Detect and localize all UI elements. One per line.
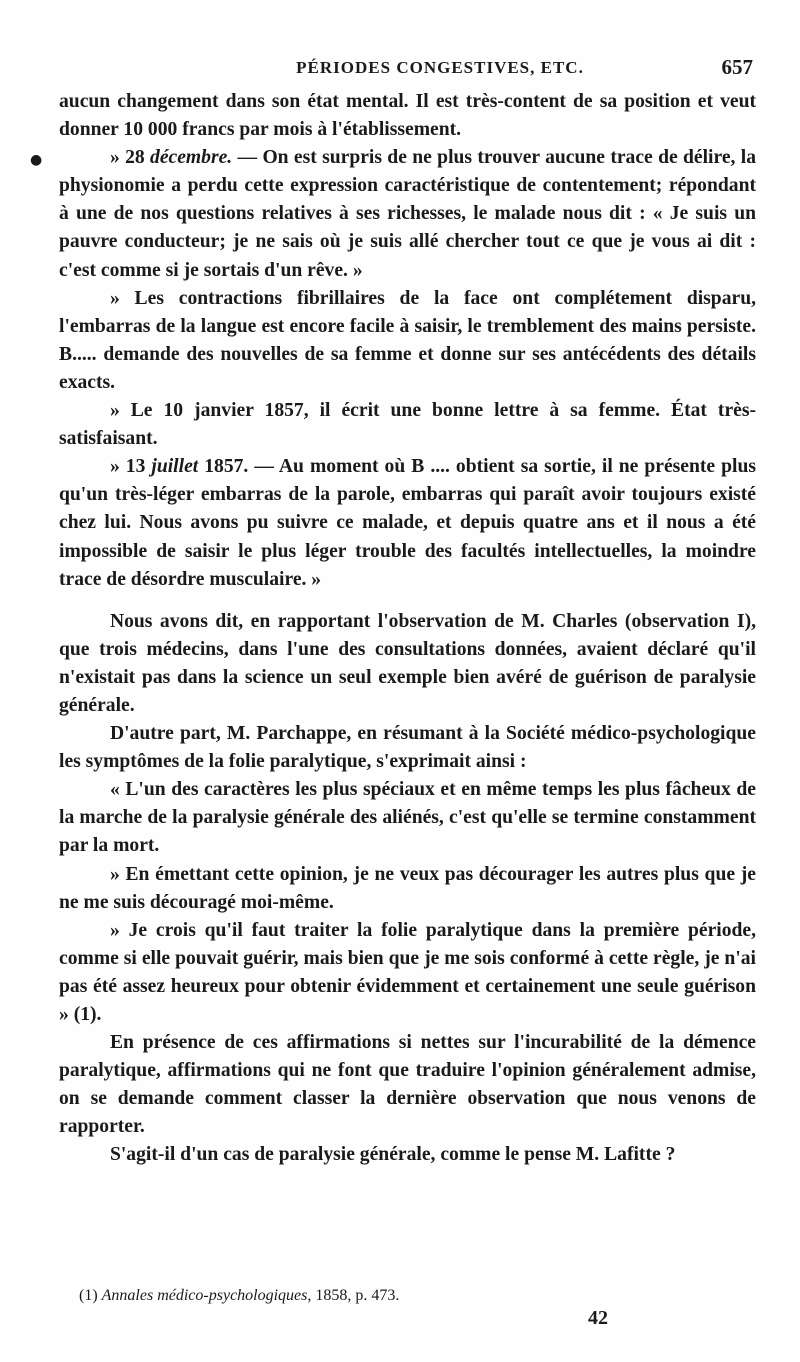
- paragraph: aucun changement dans son état mental. Il est très-content de sa position et veut donner 10 000 francs par mois à l'établissement.: [59, 91, 756, 141]
- paragraph: [59, 453, 756, 593]
- footnote-title: Annales médico-psychologiques: [101, 1287, 308, 1304]
- paragraph: D'autre part, M. Parchappe, en résumant à la Société médico-psychologique les symptômes de la folie paralytique, s'exprimait ainsi :: [59, 723, 756, 773]
- running-head: PÉRIODES CONGESTIVES, ETC.: [296, 58, 584, 77]
- paragraph: » Les contractions fibrillaires de la face ont complétement disparu, l'embarras de la langue est encore facile à saisir, le tremblement des mains persiste. B..... demande des nouvelles de sa femme et donne sur ses antécédents des détails exacts.: [59, 287, 756, 393]
- paragraph: S'agit-il d'un cas de paralysie générale, comme le pense M. Lafitte ?: [109, 1144, 676, 1166]
- paragraph: » Le 10 janvier 1857, il écrit une bonne lettre à sa femme. État très-satisfaisant.: [59, 400, 756, 450]
- footnote-marker: (1): [79, 1287, 102, 1304]
- paragraph: « L'un des caractères les plus spéciaux et en même temps les plus fâcheux de la marche de la paralysie générale des aliénés, c'est qu'elle se termine constamment par la mort.: [59, 779, 756, 857]
- paragraph: En présence de ces affirmations si nettes sur l'incurabilité de la démence paralytique, affirmations qui ne font que traduire l'opinion généralement admise, on se demande comment classer la dernière observation que nous venons de rapporter.: [59, 1032, 756, 1138]
- paragraph-date: décembre.: [150, 147, 233, 169]
- paragraph-rest: 1857. — Au moment où B .... obtient sa sortie, il ne présente plus qu'un très-léger embarras de la parole, embarras qui paraît avoir toujours existé chez lui. Nous avons pu suivre ce malade, et depuis quatre ans et il nous a été impossible de saisir le plus léger trouble des facultés intellectuelles, la moindre trace de désordre musculaire. »: [59, 456, 757, 590]
- signature-mark: 42: [588, 1307, 608, 1329]
- footnote: [79, 1285, 739, 1307]
- page-number: 657: [721, 55, 753, 79]
- paragraph: » Je crois qu'il faut traiter la folie paralytique dans la première période, comme si elle pouvait guérir, mais bien que je me sois conformé à cette règle, je n'ai pas été assez heureux pour obtenir évidemment et certainement une seule guérison » (1).: [59, 919, 756, 1025]
- margin-bullet-icon: ●: [30, 152, 43, 168]
- paragraph-lead: » 13: [109, 456, 152, 478]
- paragraph-lead: » 28: [109, 147, 151, 169]
- paragraph-rest: — On est surpris de ne plus trouver aucune trace de délire, la physionomie a perdu cette expression caractéristique de contentement; répondant à une de nos questions relatives à ses richesses, le malade nous dit : « Je suis un pauvre conducteur; je ne sais où je suis allé chercher tout ce que je vous ai dit : c'est comme si je sortais d'un rêve. »: [59, 147, 756, 281]
- body-text: [59, 88, 756, 1170]
- paragraph: » En émettant cette opinion, je ne veux pas décourager les autres plus que je ne me suis découragé moi-même.: [59, 863, 756, 913]
- paragraph: [59, 144, 756, 284]
- paragraph-date: juillet: [151, 456, 199, 478]
- footnote-rest: , 1858, p. 473.: [307, 1287, 400, 1304]
- paragraph: Nous avons dit, en rapportant l'observation de M. Charles (observation I), que trois médecins, dans l'une des consultations données, avaient déclaré qu'il n'existait pas dans la science un seul exemple bien avéré de guérison de paralysie générale.: [59, 610, 756, 716]
